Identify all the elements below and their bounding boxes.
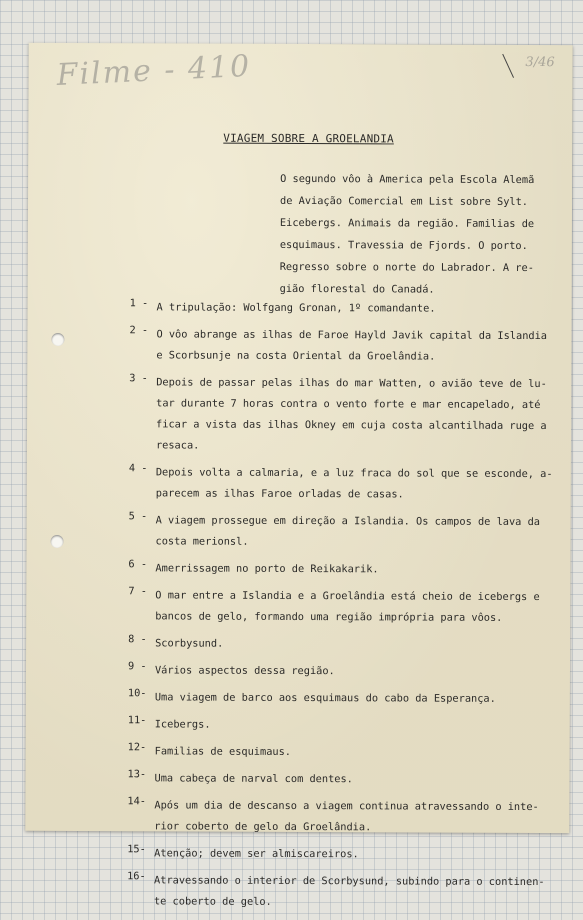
item-text-line: O vôo abrange as ilhas de Faroe Hayld Javik capital da Islandia: [156, 328, 548, 343]
item-text: [155, 687, 560, 710]
item-text: [154, 768, 559, 791]
summary-line: Regresso sobre o norte do Labrador. A re-: [279, 260, 534, 275]
item-number: 3 -: [129, 372, 148, 385]
item-text-line: Uma viagem de barco aos esquimaus do cabo da Esperança.: [154, 691, 496, 705]
item-number: 15-: [127, 843, 146, 856]
item-text-line: Icebergs.: [154, 718, 211, 731]
item-text-line: A viagem prossegue em direção a Islandia. Os campos de lava da: [155, 514, 541, 529]
item-number: 7 -: [128, 585, 147, 598]
item-text-line: costa merionsl.: [155, 535, 249, 548]
list-item: [129, 462, 561, 506]
summary-line: O segundo vôo à America pela Escola Alemã: [280, 172, 535, 187]
summary-paragraph: [280, 168, 566, 301]
document-page: [25, 43, 572, 908]
item-text-line: bancos de gelo, formando uma região imprópria para vôos.: [155, 610, 503, 624]
summary-line: Eicebergs. Animais da região. Familias de: [279, 216, 535, 231]
list-item: [128, 585, 560, 629]
item-number: 1 -: [129, 297, 149, 310]
summary-line: esquimaus. Travessia de Fjords. O porto.: [279, 238, 528, 252]
item-text: [155, 510, 560, 554]
list-item: [128, 633, 560, 656]
item-text-line: Familias de esquimaus.: [154, 745, 292, 758]
document-title: VIAGEM SOBRE A GROELANDIA: [223, 131, 394, 146]
summary-line: de Aviação Comercial em List sobre Sylt.: [280, 194, 529, 208]
list-item: [128, 714, 560, 737]
item-text: [157, 297, 562, 320]
list-item: [128, 558, 560, 581]
item-text: [155, 558, 560, 581]
item-text-line: Atravessando o interior de Scorbysund, subindo para o continen-: [154, 874, 545, 889]
item-text: [155, 660, 560, 683]
item-text-line: Atenção; devem ser almiscareiros.: [154, 847, 359, 861]
item-text-line: Vários aspectos dessa região.: [154, 664, 335, 678]
list-item: [128, 687, 560, 710]
item-number: 9 -: [127, 660, 147, 673]
list-item: [128, 510, 560, 554]
item-text: [155, 741, 560, 764]
item-text: [154, 843, 559, 866]
item-text: [154, 795, 559, 839]
item-number: 12-: [127, 741, 147, 754]
item-text-line: Amerrissagem no porto de Reikakarik.: [155, 562, 379, 576]
item-text-line: parecem as ilhas Faroe orladas de casas.: [155, 487, 404, 501]
item-text-line: O mar entre a Islandia e a Groelândia está cheio de icebergs e: [155, 589, 540, 604]
item-text: [156, 372, 561, 458]
item-text: [156, 324, 561, 368]
list-item: [127, 843, 559, 866]
corner-note: 3/46: [525, 54, 555, 71]
item-text-line: Após um dia de descanso a viagem continua atravessando o inte-: [154, 799, 539, 814]
item-number: 8 -: [128, 633, 147, 646]
item-text-line: Scorbysund.: [155, 637, 224, 650]
list-item: [127, 870, 559, 914]
item-number: 6 -: [128, 558, 148, 571]
item-number: 10-: [127, 687, 147, 700]
item-text: [154, 870, 559, 914]
item-text-line: resaca.: [155, 439, 200, 452]
item-text-line: ficar a vista das ilhas Okney em cuja costa alcantilhada ruge a: [156, 418, 547, 433]
list-item: [129, 324, 561, 368]
item-text-line: Uma cabeça de narval com dentes.: [154, 772, 353, 786]
item-text-line: te coberto de gelo.: [153, 895, 272, 908]
item-text-line: A tripulação: Wolfgang Gronan, 1º comandante.: [156, 301, 436, 315]
item-text-line: Depois volta a calmaria, e a luz fraca do sol que se esconde, a-: [155, 466, 553, 481]
punch-hole-bottom: [51, 535, 64, 548]
item-number: 16-: [127, 870, 146, 883]
list-item: [127, 795, 559, 839]
item-text-line: rior coberto de gelo da Groelândia.: [154, 820, 372, 834]
item-number: 5 -: [128, 510, 148, 523]
item-number: 13-: [127, 768, 147, 781]
item-text-line: Depois de passar pelas ilhas do mar Watten, o avião teve de lu-: [156, 376, 547, 391]
item-number: 14-: [127, 795, 147, 808]
punch-hole-top: [51, 333, 64, 346]
list-item: [128, 660, 560, 683]
item-text-line: tar durante 7 horas contra o vento forte e mar encapelado, até: [156, 397, 541, 412]
item-text: [155, 633, 560, 656]
handwritten-note: Filme - 410: [55, 48, 253, 94]
item-number: 4 -: [128, 462, 148, 475]
shot-list: [127, 297, 562, 920]
item-text-line: e Scorbsunje na costa Oriental da Groelândia.: [156, 349, 436, 363]
list-item: [128, 741, 560, 764]
summary-line: gião florestal do Canadá.: [279, 282, 435, 296]
item-text: [156, 462, 561, 506]
item-text: [155, 714, 560, 737]
item-text: [155, 585, 560, 629]
list-item: [129, 372, 561, 458]
pen-tick-mark: [502, 54, 514, 78]
item-number: 2 -: [129, 324, 149, 337]
item-number: 11-: [127, 714, 147, 727]
list-item: [127, 768, 559, 791]
list-item: [130, 297, 562, 320]
